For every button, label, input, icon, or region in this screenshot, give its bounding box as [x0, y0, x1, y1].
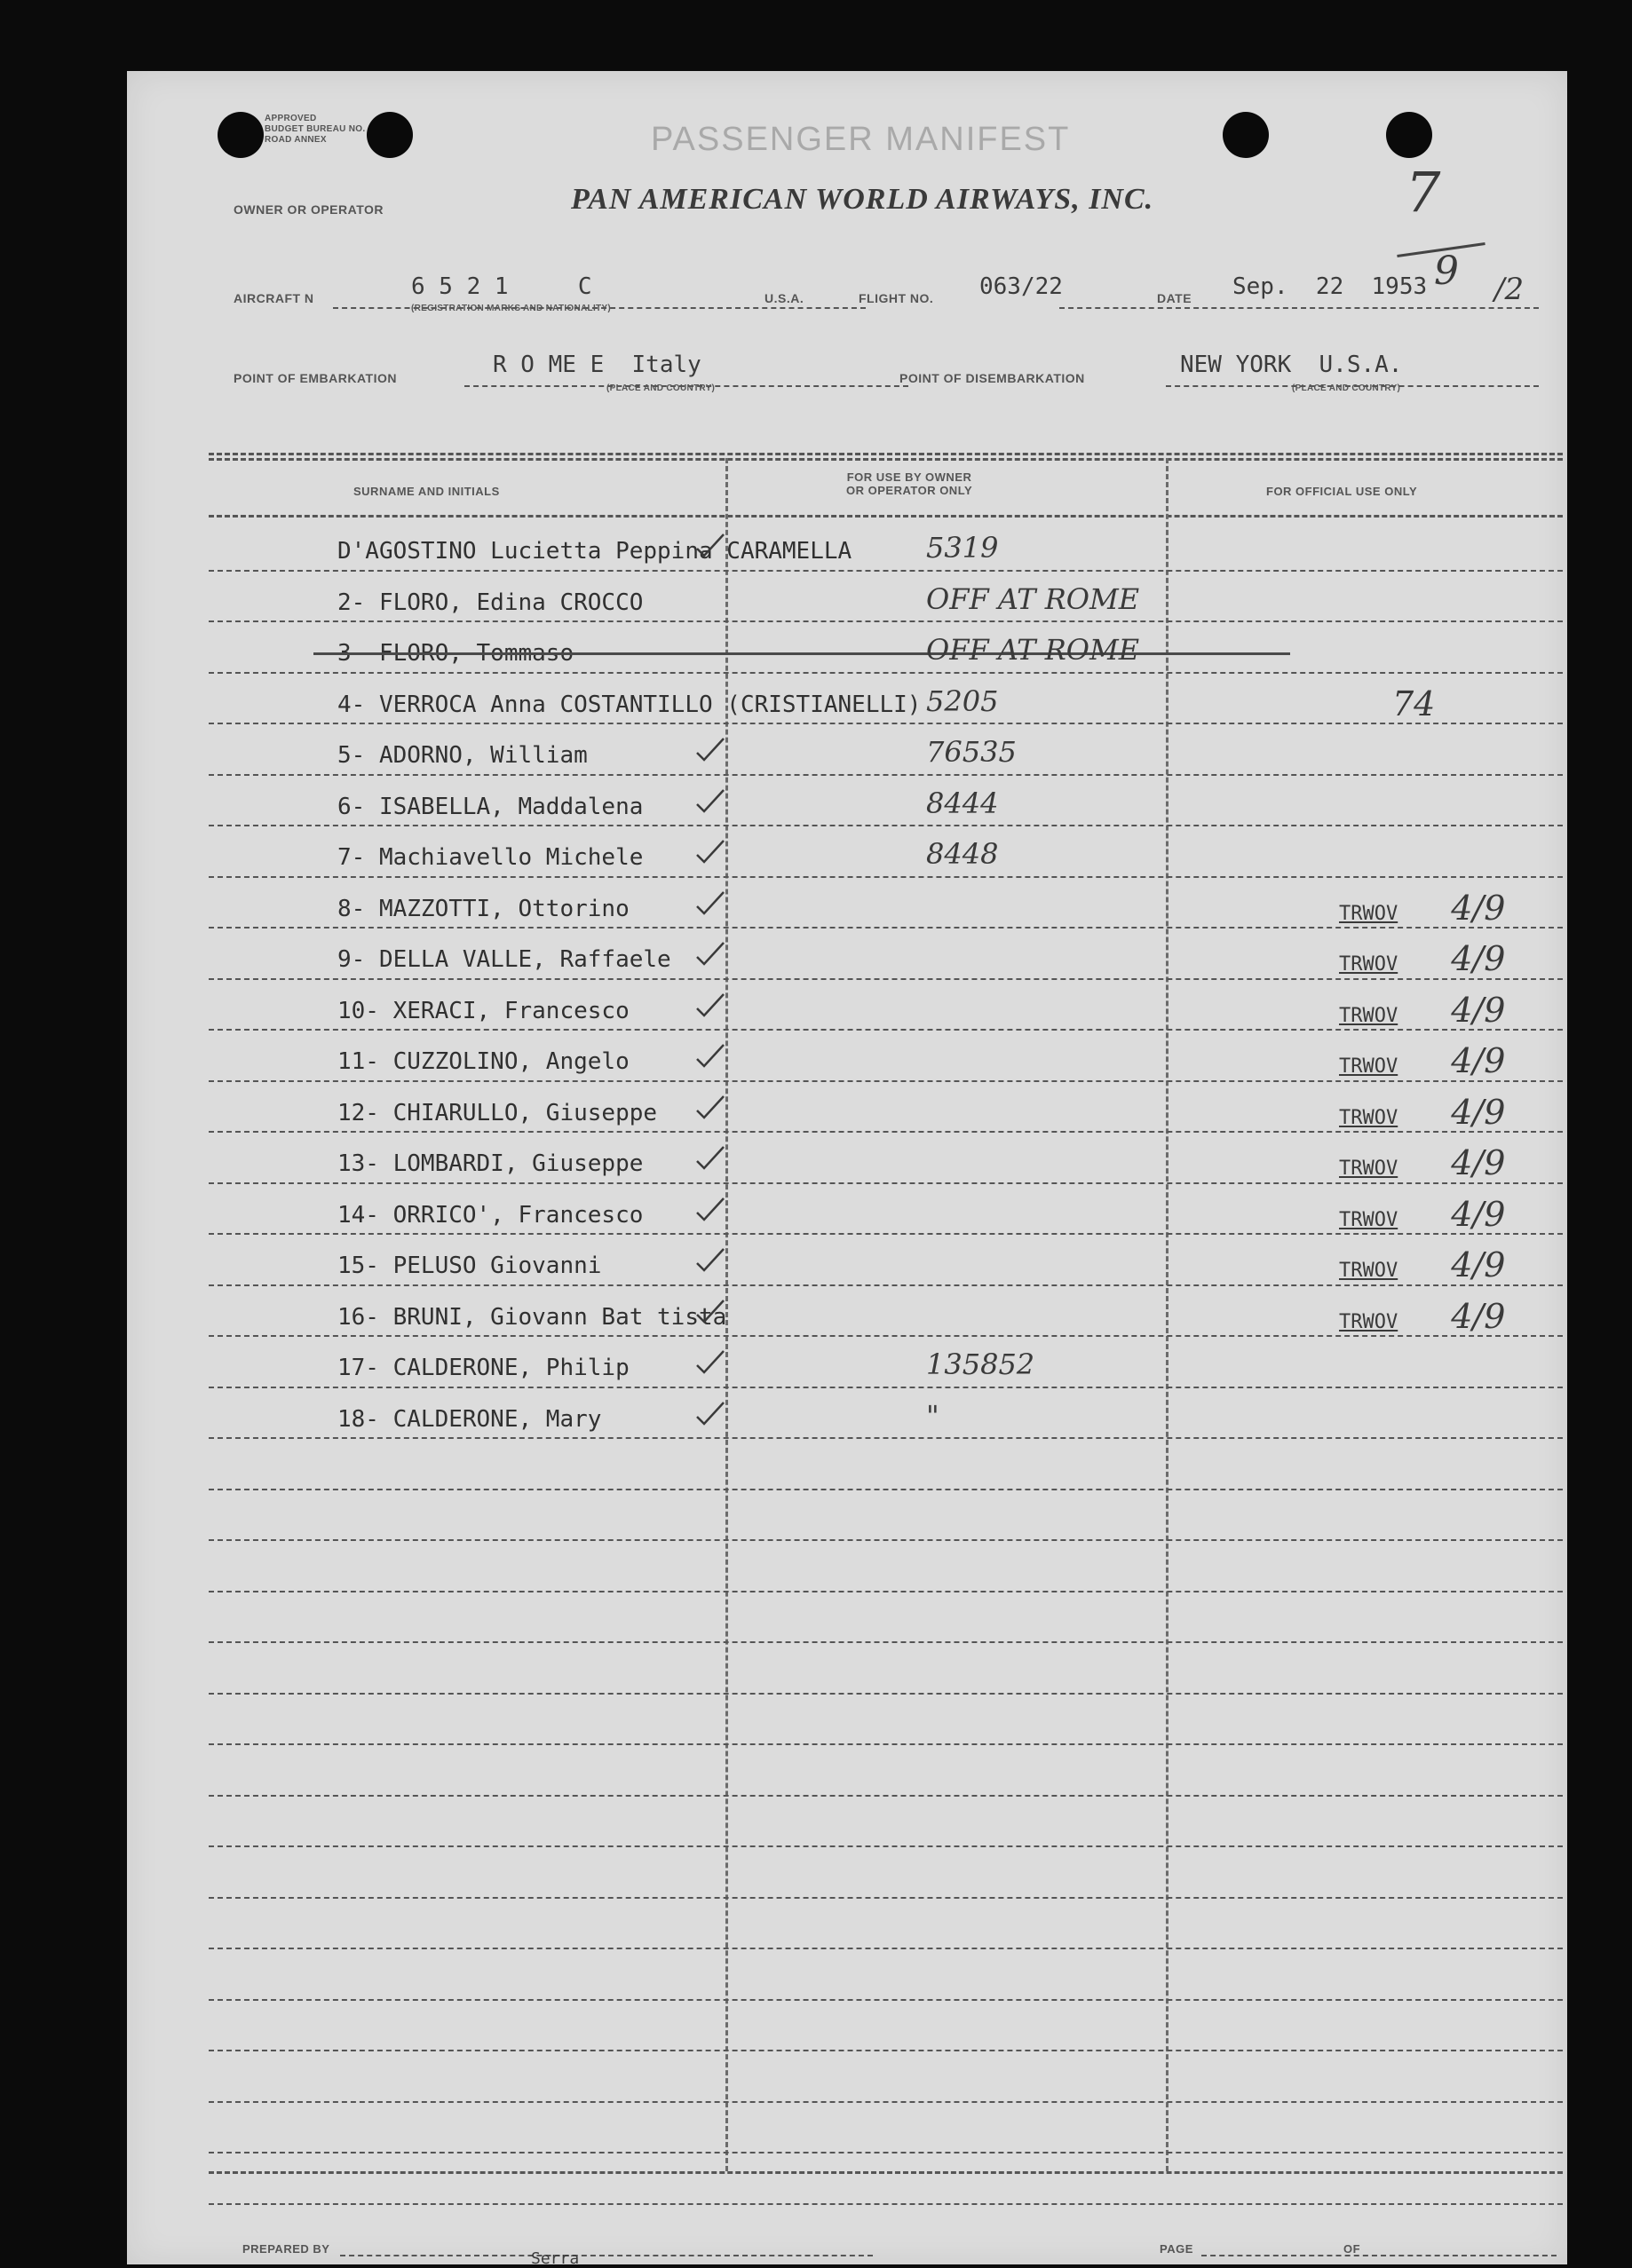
passenger-name: 3- FLORO, Tommaso: [337, 640, 574, 667]
form-title: PASSENGER MANIFEST: [651, 121, 1071, 158]
official-entry: [1339, 1143, 1505, 1182]
checkmark-icon: [695, 1349, 725, 1374]
prepared-label: PREPARED BY: [242, 2242, 330, 2256]
row-rule: [209, 1999, 1563, 2001]
table-header-rule: [209, 515, 1563, 518]
official-code: TRWOV: [1339, 1208, 1398, 1231]
column-divider: [1166, 458, 1169, 2171]
aircraft-sub: (REGISTRATION MARKS AND NATIONALITY): [411, 304, 612, 313]
checkmark-icon: [695, 839, 725, 864]
official-code: TRWOV: [1339, 1004, 1398, 1027]
owner-label: OWNER OR OPERATOR: [234, 202, 384, 217]
official-entry: [1339, 1041, 1505, 1080]
official-code: TRWOV: [1339, 902, 1398, 925]
checkmark-icon: [695, 737, 725, 762]
table-bottom-rule: [209, 2171, 1563, 2174]
page-fraction-bottom: 9: [1434, 249, 1459, 294]
official-entry: [1339, 1195, 1505, 1234]
official-entry: [1339, 735, 1392, 774]
row-rule: [209, 1743, 1563, 1745]
page-label: PAGE: [1160, 2242, 1193, 2256]
checkmark-icon: [695, 1043, 725, 1068]
official-number: 4/9: [1451, 1092, 1506, 1132]
owner-entry: OFF AT ROME: [926, 633, 1140, 667]
embark-label: POINT OF EMBARKATION: [234, 371, 397, 385]
official-code: TRWOV: [1339, 953, 1398, 976]
disembark-label: POINT OF DISEMBARKATION: [899, 371, 1085, 385]
passenger-name: 9- DELLA VALLE, Raffaele: [337, 946, 671, 973]
page-underline: [1201, 2255, 1557, 2256]
aircraft-label: AIRCRAFT N: [234, 291, 314, 305]
official-entry: [1339, 837, 1392, 876]
row-rule: [209, 1795, 1563, 1797]
embark-sub: (PLACE AND COUNTRY): [606, 383, 716, 393]
official-number: 4/9: [1451, 990, 1506, 1030]
checkmark-icon: [695, 1094, 725, 1119]
page-fraction-top: 7: [1406, 160, 1441, 225]
row-rule: [209, 1489, 1563, 1490]
passenger-name: 6- ISABELLA, Maddalena: [337, 793, 644, 820]
official-number: 4/9: [1451, 1143, 1506, 1182]
official-number: 4/9: [1451, 1296, 1506, 1336]
checkmark-icon: [695, 533, 725, 557]
prepared-value: Serra: [531, 2249, 580, 2268]
official-number: 4/9: [1451, 939, 1506, 978]
row-rule: [209, 2203, 1563, 2205]
of-label: OF: [1343, 2242, 1361, 2256]
row-rule: [209, 1641, 1563, 1643]
passenger-name: 18- CALDERONE, Mary: [337, 1405, 602, 1433]
disembark-sub: (PLACE AND COUNTRY): [1292, 383, 1401, 393]
official-entry: [1339, 1399, 1392, 1438]
passenger-name: 4- VERROCA Anna COSTANTILLO (CRISTIANELLI): [337, 691, 922, 718]
official-entry: [1339, 684, 1435, 723]
flight-value: 063/22: [979, 273, 1063, 300]
official-entry: [1339, 1347, 1392, 1387]
passenger-name: 16- BRUNI, Giovann Bat tista: [337, 1303, 727, 1331]
checkmark-icon: [695, 1247, 725, 1272]
row-rule: [209, 2101, 1563, 2103]
owner-entry: 135852: [926, 1347, 1035, 1381]
official-entry: [1339, 582, 1392, 621]
passenger-name: 17- CALDERONE, Philip: [337, 1355, 630, 1381]
aircraft-value: 6 5 2 1 C: [411, 273, 592, 300]
row-rule: [209, 1693, 1563, 1695]
passenger-name: 2- FLORO, Edina CROCCO: [337, 589, 644, 616]
checkmark-icon: [695, 890, 725, 915]
punch-hole: [367, 112, 413, 158]
row-rule: [209, 2152, 1563, 2153]
punch-hole: [218, 112, 264, 158]
row-rule: [209, 1591, 1563, 1592]
checkmark-icon: [695, 992, 725, 1017]
passenger-name: 10- XERACI, Francesco: [337, 997, 630, 1024]
usa-label: U.S.A.: [765, 291, 804, 305]
column-official: FOR OFFICIAL USE ONLY: [1266, 485, 1418, 498]
strikethrough-line: [313, 652, 1290, 655]
prepared-underline: [340, 2255, 873, 2256]
passenger-name: 15- PELUSO Giovanni: [337, 1253, 602, 1279]
official-entry: [1339, 1245, 1505, 1284]
official-entry: [1339, 939, 1505, 978]
passenger-name: 5- ADORNO, William: [337, 742, 588, 769]
approval-stamp: APPROVED BUDGET BUREAU NO. ROAD ANNEX: [265, 114, 366, 145]
official-entry: [1339, 531, 1392, 570]
embark-value: R O ME E Italy: [493, 352, 701, 378]
table-top-rule: [209, 453, 1563, 455]
official-entry: [1339, 991, 1505, 1030]
flight-label: FLIGHT NO.: [859, 291, 934, 305]
official-code: TRWOV: [1339, 1310, 1398, 1333]
official-number: 4/9: [1451, 1194, 1506, 1234]
passenger-name: 13- LOMBARDI, Giuseppe: [337, 1150, 644, 1177]
official-number: 4/9: [1451, 1041, 1506, 1080]
checkmark-icon: [695, 1401, 725, 1426]
row-rule: [209, 1948, 1563, 1949]
owner-entry: 8444: [926, 786, 999, 820]
official-code: TRWOV: [1339, 1158, 1398, 1180]
official-number: 4/9: [1451, 888, 1506, 928]
date-label: DATE: [1157, 291, 1192, 305]
checkmark-icon: [695, 1145, 725, 1170]
checkmark-icon: [695, 788, 725, 813]
column-owner-use: FOR USE BY OWNER OR OPERATOR ONLY: [846, 470, 973, 497]
official-entry: [1339, 889, 1505, 928]
passenger-name: 14- ORRICO', Francesco: [337, 1201, 644, 1229]
passenger-name: 7- Machiavello Michele: [337, 844, 644, 871]
official-entry: [1339, 633, 1392, 672]
row-rule: [209, 1845, 1563, 1847]
official-number: 4/9: [1451, 1245, 1506, 1284]
column-surname: SURNAME AND INITIALS: [353, 485, 500, 498]
official-number: 74: [1392, 684, 1436, 723]
official-entry: [1339, 1093, 1505, 1132]
owner-entry: 8448: [926, 837, 999, 871]
owner-entry: 5205: [926, 684, 999, 718]
owner-entry: ": [926, 1398, 939, 1433]
row-rule: [209, 1897, 1563, 1899]
date-underline: [1059, 307, 1539, 309]
official-entry: [1339, 1297, 1505, 1336]
date-mark: /2: [1494, 272, 1525, 307]
passenger-name: 12- CHIARULLO, Giuseppe: [337, 1099, 658, 1126]
official-code: TRWOV: [1339, 1260, 1398, 1282]
owner-entry: 76535: [926, 735, 1017, 769]
punch-hole: [1386, 112, 1432, 158]
official-code: TRWOV: [1339, 1106, 1398, 1129]
table-top-rule-2: [209, 458, 1563, 461]
punch-hole: [1223, 112, 1269, 158]
checkmark-icon: [695, 1197, 725, 1221]
official-entry: [1339, 786, 1392, 826]
official-code: TRWOV: [1339, 1055, 1398, 1078]
passenger-name: D'AGOSTINO Lucietta Peppina CARAMELLA: [337, 538, 852, 565]
disembark-value: NEW YORK U.S.A.: [1180, 352, 1403, 378]
manifest-sheet: [127, 71, 1567, 2268]
date-value: Sep. 22 1953: [1232, 273, 1428, 300]
checkmark-icon: [695, 941, 725, 966]
owner-entry: OFF AT ROME: [926, 581, 1140, 616]
passenger-name: 8- MAZZOTTI, Ottorino: [337, 895, 630, 922]
owner-entry: 5319: [926, 531, 999, 565]
checkmark-icon: [695, 1299, 725, 1324]
passenger-name: 11- CUZZOLINO, Angelo: [337, 1048, 630, 1075]
airline-name: PAN AMERICAN WORLD AIRWAYS, INC.: [571, 183, 1154, 216]
row-rule: [209, 2050, 1563, 2051]
row-rule: [209, 1539, 1563, 1541]
